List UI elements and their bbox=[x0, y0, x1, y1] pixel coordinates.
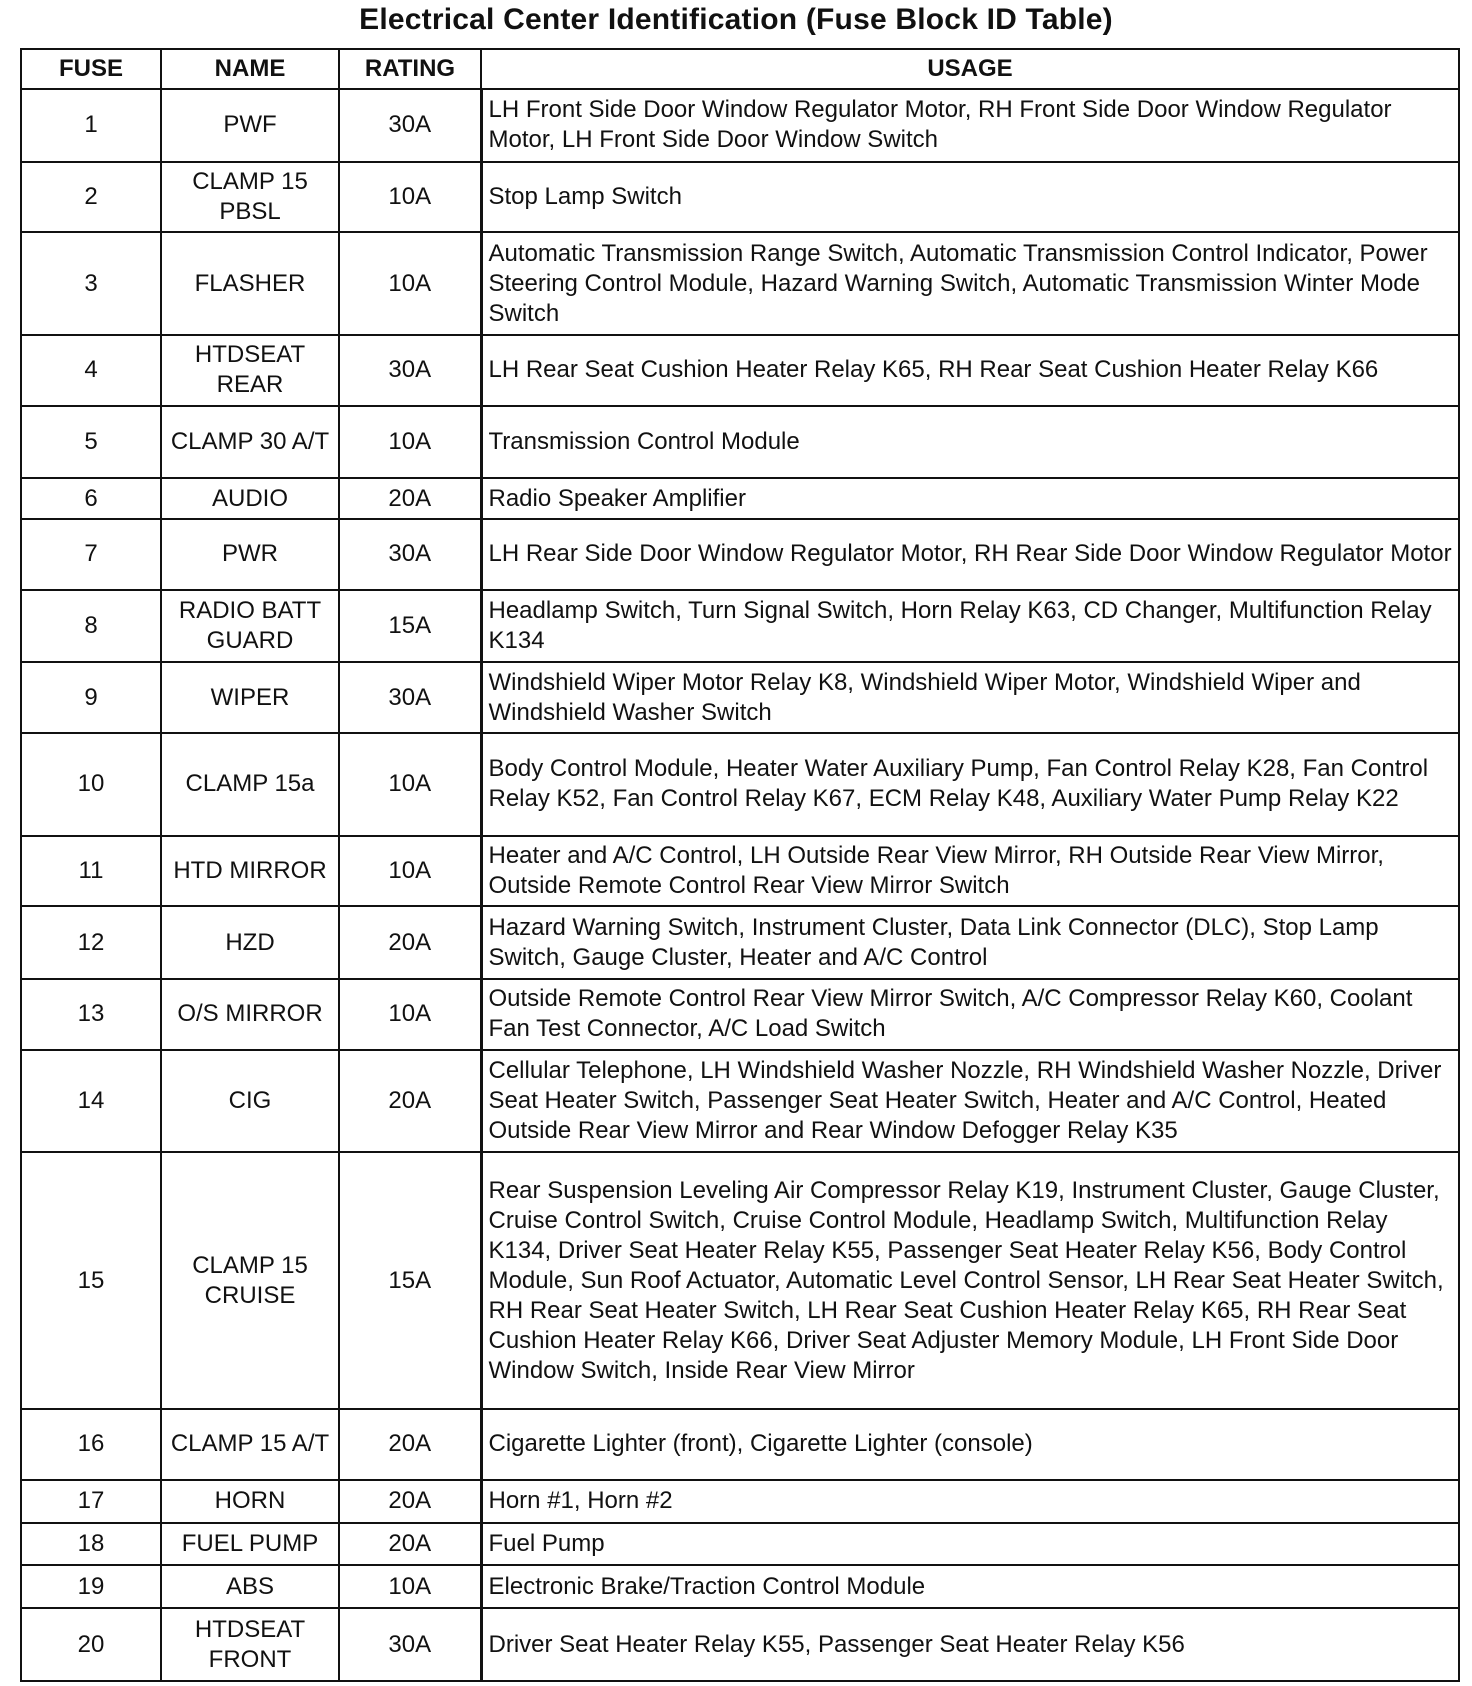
fuse-rating: 15A bbox=[339, 590, 481, 663]
fuse-number: 1 bbox=[21, 89, 161, 162]
fuse-number: 18 bbox=[21, 1523, 161, 1566]
fuse-number: 8 bbox=[21, 590, 161, 663]
column-header-rating: RATING bbox=[339, 49, 481, 89]
table-row bbox=[21, 232, 1459, 335]
fuse-rating: 20A bbox=[339, 1523, 481, 1566]
fuse-rating: 10A bbox=[339, 162, 481, 233]
table-row bbox=[21, 406, 1459, 479]
header-row bbox=[21, 49, 1459, 89]
fuse-usage: Fuel Pump bbox=[481, 1523, 1459, 1566]
fuse-name: CLAMP 15 CRUISE bbox=[161, 1152, 339, 1409]
fuse-name: CLAMP 15 A/T bbox=[161, 1409, 339, 1480]
page-title: Electrical Center Identification (Fuse Block ID Table) bbox=[359, 3, 1113, 36]
table-row bbox=[21, 590, 1459, 663]
fuse-number: 6 bbox=[21, 478, 161, 519]
fuse-name: CLAMP 15 PBSL bbox=[161, 162, 339, 233]
fuse-name: ABS bbox=[161, 1565, 339, 1608]
fuse-number: 20 bbox=[21, 1608, 161, 1681]
fuse-rating: 20A bbox=[339, 478, 481, 519]
fuse-rating: 30A bbox=[339, 89, 481, 162]
column-header-fuse: FUSE bbox=[21, 49, 161, 89]
fuse-rating: 20A bbox=[339, 906, 481, 979]
table-row bbox=[21, 1050, 1459, 1153]
table-row bbox=[21, 478, 1459, 519]
fuse-name: HTD MIRROR bbox=[161, 836, 339, 907]
fuse-name: WIPER bbox=[161, 662, 339, 733]
table-row bbox=[21, 733, 1459, 836]
fuse-usage: Stop Lamp Switch bbox=[481, 162, 1459, 233]
table-row bbox=[21, 979, 1459, 1050]
fuse-number: 12 bbox=[21, 906, 161, 979]
fuse-number: 7 bbox=[21, 519, 161, 590]
column-header-usage: USAGE bbox=[481, 49, 1459, 89]
table-row bbox=[21, 519, 1459, 590]
fuse-name: HZD bbox=[161, 906, 339, 979]
fuse-number: 17 bbox=[21, 1480, 161, 1523]
fuse-number: 11 bbox=[21, 836, 161, 907]
fuse-name: HTDSEAT FRONT bbox=[161, 1608, 339, 1681]
fuse-name: AUDIO bbox=[161, 478, 339, 519]
fuse-number: 15 bbox=[21, 1152, 161, 1409]
fuse-name: CLAMP 15a bbox=[161, 733, 339, 836]
fuse-number: 2 bbox=[21, 162, 161, 233]
fuse-rating: 10A bbox=[339, 733, 481, 836]
fuse-number: 16 bbox=[21, 1409, 161, 1480]
fuse-rating: 20A bbox=[339, 1480, 481, 1523]
table-row bbox=[21, 1565, 1459, 1608]
fuse-usage: Electronic Brake/Traction Control Module bbox=[481, 1565, 1459, 1608]
fuse-rating: 30A bbox=[339, 519, 481, 590]
fuse-usage: Body Control Module, Heater Water Auxiliary Pump, Fan Control Relay K28, Fan Control Relay K52, Fan Control Relay K67, ECM Relay K48, Auxiliary Water Pump Relay K22 bbox=[481, 733, 1459, 836]
fuse-usage: Driver Seat Heater Relay K55, Passenger Seat Heater Relay K56 bbox=[481, 1608, 1459, 1681]
fuse-name: PWR bbox=[161, 519, 339, 590]
fuse-usage: LH Front Side Door Window Regulator Motor, RH Front Side Door Window Regulator Motor, LH Front Side Door Window Switch bbox=[481, 89, 1459, 162]
fuse-usage: Outside Remote Control Rear View Mirror Switch, A/C Compressor Relay K60, Coolant Fan Test Connector, A/C Load Switch bbox=[481, 979, 1459, 1050]
fuse-rating: 10A bbox=[339, 406, 481, 479]
fuse-block-table bbox=[20, 48, 1460, 1682]
table-row bbox=[21, 906, 1459, 979]
fuse-rating: 20A bbox=[339, 1409, 481, 1480]
fuse-rating: 30A bbox=[339, 662, 481, 733]
table-row bbox=[21, 1480, 1459, 1523]
fuse-rating: 30A bbox=[339, 335, 481, 406]
fuse-rating: 30A bbox=[339, 1608, 481, 1681]
fuse-number: 4 bbox=[21, 335, 161, 406]
fuse-name: CIG bbox=[161, 1050, 339, 1153]
fuse-number: 5 bbox=[21, 406, 161, 479]
fuse-name: HORN bbox=[161, 1480, 339, 1523]
table-row bbox=[21, 1523, 1459, 1566]
fuse-usage: Heater and A/C Control, LH Outside Rear View Mirror, RH Outside Rear View Mirror, Outside Remote Control Rear View Mirror Switch bbox=[481, 836, 1459, 907]
fuse-usage: LH Rear Side Door Window Regulator Motor, RH Rear Side Door Window Regulator Motor bbox=[481, 519, 1459, 590]
fuse-usage: Radio Speaker Amplifier bbox=[481, 478, 1459, 519]
fuse-number: 13 bbox=[21, 979, 161, 1050]
fuse-usage: Hazard Warning Switch, Instrument Cluster, Data Link Connector (DLC), Stop Lamp Switch, Gauge Cluster, Heater and A/C Control bbox=[481, 906, 1459, 979]
fuse-usage: LH Rear Seat Cushion Heater Relay K65, RH Rear Seat Cushion Heater Relay K66 bbox=[481, 335, 1459, 406]
fuse-rating: 10A bbox=[339, 979, 481, 1050]
table-row bbox=[21, 836, 1459, 907]
fuse-name: HTDSEAT REAR bbox=[161, 335, 339, 406]
fuse-number: 3 bbox=[21, 232, 161, 335]
fuse-number: 14 bbox=[21, 1050, 161, 1153]
fuse-name: FUEL PUMP bbox=[161, 1523, 339, 1566]
table-header bbox=[21, 49, 1459, 89]
fuse-usage: Cellular Telephone, LH Windshield Washer Nozzle, RH Windshield Washer Nozzle, Driver Seat Heater Switch, Passenger Seat Heater Switch, Heater and A/C Control, Heated Outside Rear View Mirror and Rear Window Defogger Relay K35 bbox=[481, 1050, 1459, 1153]
fuse-name: FLASHER bbox=[161, 232, 339, 335]
fuse-number: 19 bbox=[21, 1565, 161, 1608]
table-row bbox=[21, 162, 1459, 233]
column-header-name: NAME bbox=[161, 49, 339, 89]
table-row bbox=[21, 335, 1459, 406]
fuse-usage: Cigarette Lighter (front), Cigarette Lighter (console) bbox=[481, 1409, 1459, 1480]
fuse-name: CLAMP 30 A/T bbox=[161, 406, 339, 479]
fuse-usage: Headlamp Switch, Turn Signal Switch, Horn Relay K63, CD Changer, Multifunction Relay K134 bbox=[481, 590, 1459, 663]
table-row bbox=[21, 662, 1459, 733]
table-row bbox=[21, 1152, 1459, 1409]
fuse-usage: Horn #1, Horn #2 bbox=[481, 1480, 1459, 1523]
table-body bbox=[21, 89, 1459, 1681]
fuse-number: 10 bbox=[21, 733, 161, 836]
fuse-usage: Transmission Control Module bbox=[481, 406, 1459, 479]
fuse-rating: 10A bbox=[339, 232, 481, 335]
fuse-rating: 10A bbox=[339, 1565, 481, 1608]
fuse-name: O/S MIRROR bbox=[161, 979, 339, 1050]
table-row bbox=[21, 1608, 1459, 1681]
fuse-rating: 15A bbox=[339, 1152, 481, 1409]
fuse-usage: Automatic Transmission Range Switch, Automatic Transmission Control Indicator, Power Steering Control Module, Hazard Warning Switch, Automatic Transmission Winter Mode Switch bbox=[481, 232, 1459, 335]
fuse-name: PWF bbox=[161, 89, 339, 162]
table-row bbox=[21, 89, 1459, 162]
fuse-name: RADIO BATT GUARD bbox=[161, 590, 339, 663]
fuse-number: 9 bbox=[21, 662, 161, 733]
fuse-rating: 10A bbox=[339, 836, 481, 907]
fuse-usage: Windshield Wiper Motor Relay K8, Windshield Wiper Motor, Windshield Wiper and Windshield Washer Switch bbox=[481, 662, 1459, 733]
table-row bbox=[21, 1409, 1459, 1480]
fuse-rating: 20A bbox=[339, 1050, 481, 1153]
fuse-usage: Rear Suspension Leveling Air Compressor Relay K19, Instrument Cluster, Gauge Cluster, Cruise Control Switch, Cruise Control Module, Headlamp Switch, Multifunction Relay K134, Driver Seat Heater Relay K55, Passenger Seat Heater Relay K56, Body Control Module, Sun Roof Actuator, Automatic Level Control Sensor, LH Rear Seat Heater Switch, RH Rear Seat Heater Switch, LH Rear Seat Cushion Heater Relay K65, RH Rear Seat Cushion Heater Relay K66, Driver Seat Adjuster Memory Module, LH Front Side Door Window Switch, Inside Rear View Mirror bbox=[481, 1152, 1459, 1409]
